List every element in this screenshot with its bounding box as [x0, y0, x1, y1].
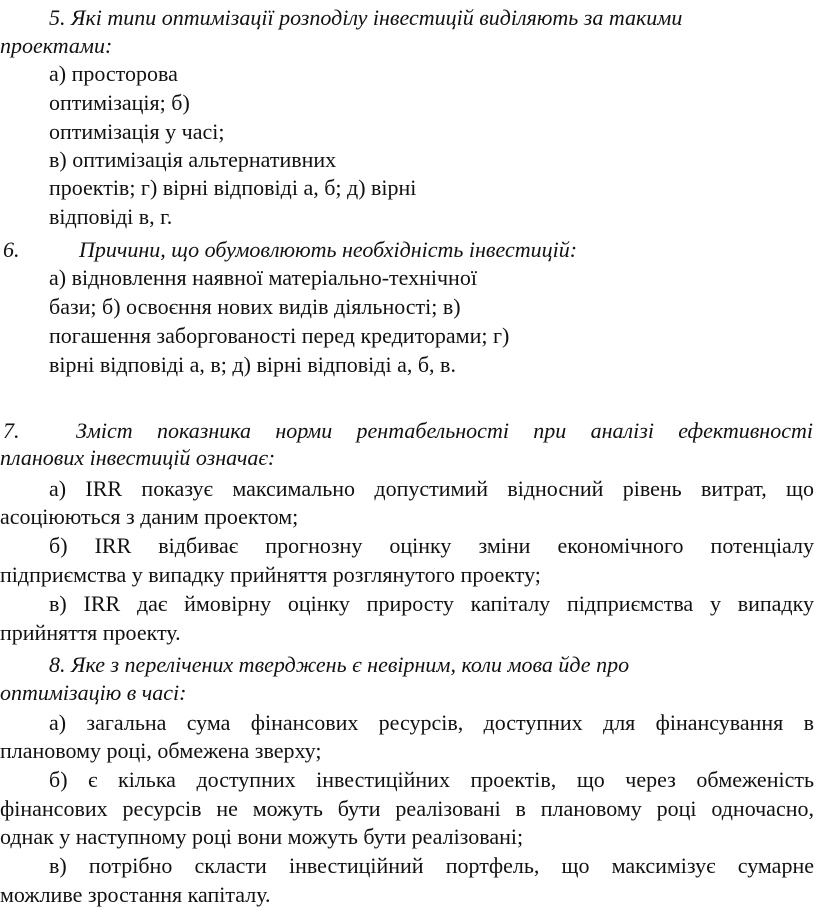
q6-answer-line: бази; б) освоєння нових видів діяльності; в)	[49, 294, 461, 319]
q8-answer-line: плановому році, обмежена зверху;	[0, 738, 322, 763]
q7-title-line-1: Зміст показника норми рентабельності при аналізі ефективності	[76, 418, 813, 443]
q5-answer-line: а) просторова	[49, 61, 178, 86]
q8-title-line-2: оптимізацію в часі:	[0, 680, 187, 705]
q8-title-line-1: 8. Яке з перелічених тверджень є невірним, коли мова йде про	[49, 652, 630, 677]
q7-answer-line: б) IRR відбиває прогнозну оцінку зміни економічного потенціалу	[49, 533, 814, 558]
q6-number: 6.	[3, 237, 20, 262]
q5-answer-line: проектів; г) вірні відповіді а, б; д) вірні	[49, 175, 417, 200]
q5-answer-line: оптимізація у часі;	[49, 119, 225, 144]
q5-answer-line: в) оптимізація альтернативних	[49, 147, 337, 172]
q6-answer-line: вірні відповіді а, в; д) вірні відповіді а, б, в.	[49, 352, 456, 377]
q8-answer-line: однак у наступному році вони можуть бути реалізовані;	[0, 824, 524, 849]
q8-answer-line: б) є кілька доступних інвестиційних проектів, що через обмеженість	[49, 767, 814, 792]
q6-answer-line: а) відновлення наявної матеріально-технічної	[49, 265, 477, 290]
q6-title: Причини, що обумовлюють необхідність інвестицій:	[79, 237, 578, 262]
q5-answer-line: відповіді в, г.	[49, 204, 173, 229]
q8-answer-line: в) потрібно скласти інвестиційний портфель, що максимізує сумарне	[49, 853, 814, 878]
q5-answer-line: оптимізація; б)	[49, 90, 190, 115]
q8-answer-line: фінансових ресурсів не можуть бути реалізовані в плановому році одночасно,	[0, 796, 814, 821]
q7-answer-line: прийняття проекту.	[0, 620, 181, 645]
q7-answer-line: підприємства у випадку прийняття розглянутого проекту;	[0, 562, 541, 587]
q7-answer-line: в) IRR дає ймовірну оцінку приросту капіталу підприємства у випадку	[49, 591, 814, 616]
q8-answer-line: а) загальна сума фінансових ресурсів, доступних для фінансування в	[49, 710, 814, 735]
q7-answer-line: а) IRR показує максимально допустимий відносний рівень витрат, що	[49, 476, 814, 501]
q6-answer-line: погашення заборгованості перед кредиторами; г)	[49, 323, 510, 348]
q5-title-line-2: проектами:	[0, 33, 113, 58]
q5-title-line-1: 5. Які типи оптимізації розподілу інвестицій виділяють за такими	[49, 5, 683, 30]
q7-answer-line: асоціюються з даним проектом;	[0, 504, 299, 529]
q7-title-line-2: планових інвестицій означає:	[0, 445, 276, 470]
q8-answer-line: можливе зростання капіталу.	[0, 882, 271, 907]
q7-number: 7.	[3, 418, 20, 443]
